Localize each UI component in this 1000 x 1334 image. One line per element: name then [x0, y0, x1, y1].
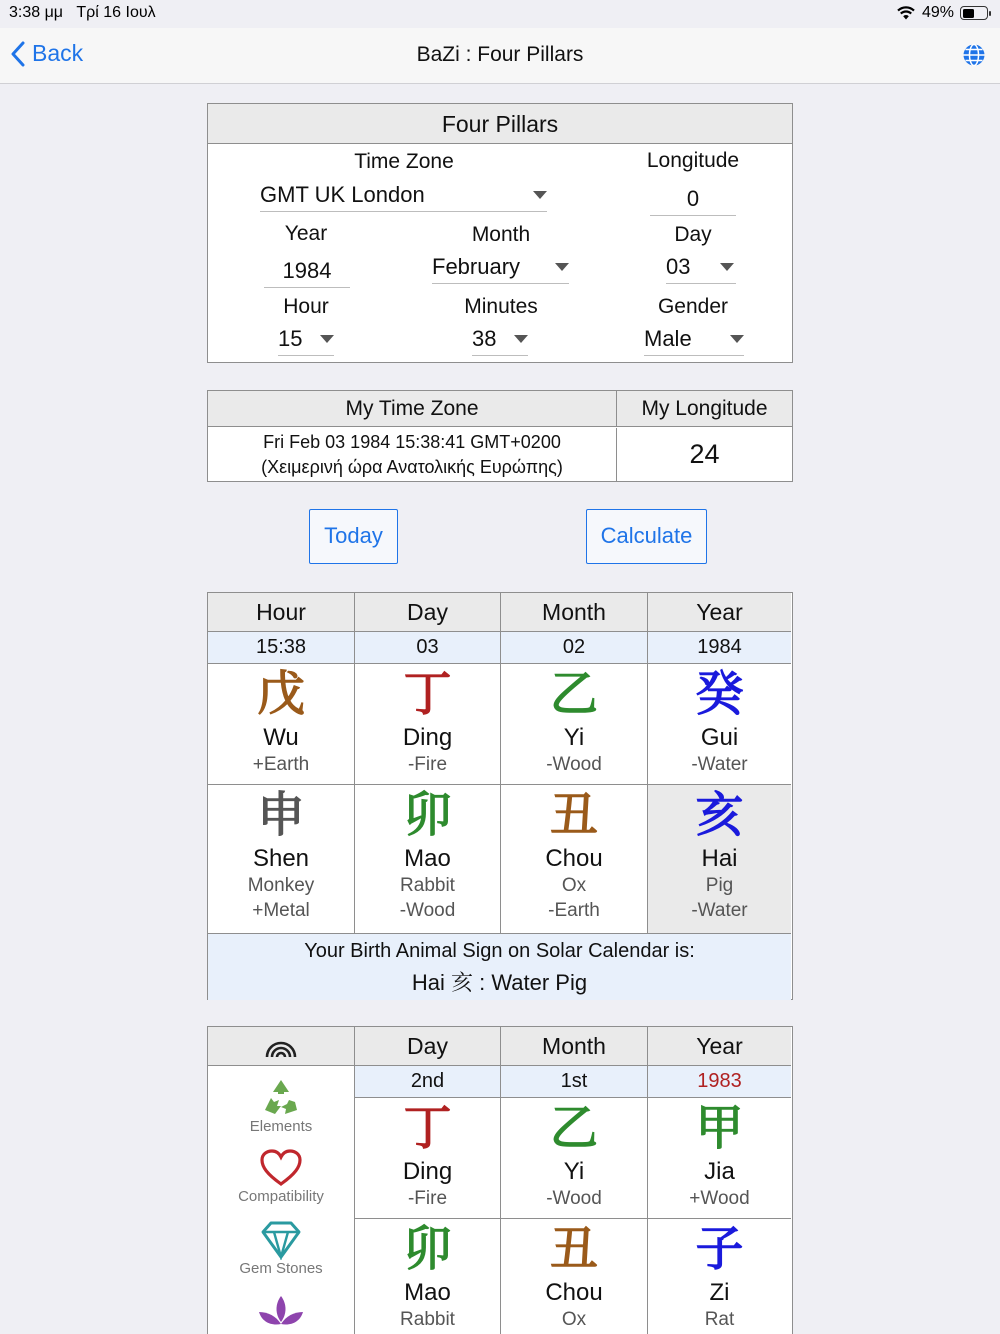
stem-name: Gui — [700, 724, 739, 751]
battery-icon — [960, 6, 988, 20]
stem-cell-1[interactable] — [355, 664, 501, 785]
recycle-icon — [259, 1076, 303, 1118]
lunar-stem-cell-0[interactable] — [355, 1098, 501, 1219]
pillar-header-0: Hour — [208, 593, 355, 632]
lunar-stem-char: 丁 — [403, 1100, 452, 1156]
day-label: Day — [674, 223, 712, 246]
elements-menu-item[interactable]: Elements — [208, 1076, 354, 1135]
branch-name: Shen — [252, 845, 310, 872]
pillar-value-0: 15:38 — [208, 632, 355, 664]
timezone-label: Time Zone — [354, 150, 454, 173]
globe-button[interactable] — [962, 43, 986, 72]
branch-animal: Ox — [561, 875, 587, 896]
longitude-input[interactable]: 0 — [650, 184, 736, 216]
pillar-header-2: Month — [501, 593, 648, 632]
my-longitude-value: 24 — [689, 439, 720, 469]
branch-name: Hai — [701, 845, 738, 872]
pillar-header-3: Year — [648, 593, 791, 632]
stem-name: Ding — [402, 724, 453, 751]
form-title: Four Pillars — [208, 104, 792, 144]
pillar-value-3: 1984 — [648, 632, 791, 664]
lunar-header-2: Year — [648, 1027, 791, 1066]
my-longitude-header: My Longitude — [617, 391, 792, 427]
gender-select[interactable]: Male — [644, 324, 744, 356]
dropdown-caret-icon — [730, 335, 744, 343]
branch-cell-2[interactable] — [501, 785, 648, 934]
four-pillars-form — [207, 103, 793, 363]
my-timezone-table — [207, 390, 793, 482]
branch-cell-1[interactable] — [355, 785, 501, 934]
hour-label: Hour — [283, 295, 329, 318]
stem-cell-2[interactable] — [501, 664, 648, 785]
lunar-branch-name: Zi — [709, 1279, 730, 1306]
dropdown-caret-icon — [533, 191, 547, 199]
lunar-pillars-table — [207, 1026, 793, 1334]
heart-icon — [259, 1148, 303, 1188]
calculate-button[interactable]: Calculate — [586, 509, 707, 564]
stem-name: Wu — [263, 724, 299, 751]
hour-select[interactable]: 15 — [278, 324, 334, 356]
year-input[interactable]: 1984 — [264, 256, 350, 288]
branch-element: +Metal — [252, 900, 310, 921]
stem-element: -Water — [691, 754, 748, 775]
branch-name: Chou — [545, 845, 603, 872]
lunar-branch-char: 子 — [695, 1221, 744, 1277]
lotus-menu-item[interactable] — [208, 1292, 354, 1332]
birth-sign-line1: Your Birth Animal Sign on Solar Calendar is: — [304, 940, 695, 962]
lunar-stem-cell-1[interactable] — [501, 1098, 648, 1219]
stem-char: 乙 — [549, 666, 598, 722]
branch-char: 申 — [256, 787, 305, 843]
branch-element: -Wood — [399, 900, 456, 921]
lunar-branch-animal: Rat — [704, 1309, 735, 1330]
lunar-branch-cell-0[interactable] — [355, 1219, 501, 1334]
lunar-value-2: 1983 — [648, 1066, 791, 1098]
compatibility-menu-item[interactable]: Compatibility — [208, 1148, 354, 1205]
longitude-label: Longitude — [646, 149, 740, 172]
dropdown-caret-icon — [720, 263, 734, 271]
status-bar — [0, 0, 1000, 28]
lunar-branch-cell-1[interactable] — [501, 1219, 648, 1334]
gem-stones-menu-item[interactable]: Gem Stones — [208, 1220, 354, 1277]
stem-name: Yi — [563, 724, 585, 751]
branch-cell-0[interactable] — [208, 785, 355, 934]
status-time: 3:38 μμ Τρί 16 Ιουλ — [9, 4, 156, 21]
branch-element: -Earth — [548, 900, 600, 921]
lunar-header-1: Month — [501, 1027, 648, 1066]
branch-animal: Rabbit — [400, 875, 455, 896]
birth-animal-sign — [208, 934, 791, 1000]
lunar-branch-name: Mao — [404, 1279, 451, 1306]
day-select[interactable]: 03 — [666, 252, 736, 284]
minutes-select[interactable]: 38 — [472, 324, 528, 356]
lunar-branch-char: 卯 — [403, 1221, 452, 1277]
dropdown-caret-icon — [555, 263, 569, 271]
today-button[interactable]: Today — [309, 509, 398, 564]
pillars-table — [207, 592, 793, 1000]
wifi-icon — [896, 5, 916, 21]
lunar-header-0: Day — [355, 1027, 501, 1066]
branch-element: -Water — [691, 900, 748, 921]
my-timezone-value: Fri Feb 03 1984 15:38:41 GMT+0200 (Χειμερινή ώρα Ανατολικής Ευρώπης) — [208, 428, 617, 481]
lunar-branch-animal: Rabbit — [400, 1309, 455, 1330]
stem-cell-3[interactable] — [648, 664, 791, 785]
gem-icon — [259, 1220, 303, 1260]
rainbow-icon — [264, 1035, 298, 1059]
status-right — [896, 4, 988, 22]
lunar-stem-name: Yi — [563, 1158, 585, 1185]
side-menu — [208, 1066, 355, 1334]
gender-label: Gender — [657, 295, 729, 318]
page-title: BaZi : Four Pillars — [416, 43, 584, 66]
birth-sign-line2: Hai 亥 : Water Pig — [411, 970, 588, 995]
stem-char: 丁 — [403, 666, 452, 722]
lunar-stem-char: 乙 — [549, 1100, 598, 1156]
stem-char: 戊 — [256, 666, 305, 722]
lunar-stem-name: Ding — [402, 1158, 453, 1185]
branch-animal: Monkey — [247, 875, 315, 896]
branch-char: 亥 — [695, 787, 744, 843]
lunar-stem-element: +Wood — [689, 1188, 750, 1209]
stem-cell-0[interactable] — [208, 664, 355, 785]
lunar-branch-char: 丑 — [549, 1221, 598, 1277]
battery-percent: 49% — [921, 4, 954, 21]
my-timezone-header: My Time Zone — [208, 391, 617, 427]
month-select[interactable]: February — [432, 252, 569, 284]
lunar-stem-char: 甲 — [695, 1100, 744, 1156]
branch-cell-3[interactable] — [648, 785, 791, 934]
dropdown-caret-icon — [514, 335, 528, 343]
lunar-stem-name: Jia — [704, 1158, 735, 1185]
globe-icon — [962, 43, 986, 67]
pillar-value-1: 03 — [355, 632, 501, 664]
lotus-icon — [256, 1292, 306, 1332]
branch-char: 卯 — [403, 787, 452, 843]
lunar-branch-animal: Ox — [561, 1309, 587, 1330]
branch-name: Mao — [404, 845, 451, 872]
navigation-bar — [0, 28, 1000, 84]
lunar-stem-cell-2[interactable] — [648, 1098, 791, 1219]
pillar-value-2: 02 — [501, 632, 648, 664]
stem-element: +Earth — [252, 754, 310, 775]
branch-char: 丑 — [549, 787, 598, 843]
lunar-value-0: 2nd — [355, 1066, 501, 1098]
dropdown-caret-icon — [320, 335, 334, 343]
lunar-stem-element: -Fire — [407, 1188, 448, 1209]
timezone-select[interactable]: GMT UK London — [260, 180, 547, 212]
branch-animal: Pig — [705, 875, 734, 896]
month-label: Month — [471, 223, 531, 246]
rainbow-header-cell[interactable] — [208, 1027, 355, 1066]
back-label: Back — [32, 40, 84, 66]
lunar-stem-element: -Wood — [546, 1188, 602, 1209]
lunar-branch-name: Chou — [545, 1279, 603, 1306]
pillar-header-1: Day — [355, 593, 501, 632]
minutes-label: Minutes — [464, 295, 538, 318]
lunar-value-1: 1st — [501, 1066, 648, 1098]
lunar-branch-cell-2[interactable] — [648, 1219, 791, 1334]
stem-element: -Wood — [546, 754, 602, 775]
stem-char: 癸 — [695, 666, 744, 722]
stem-element: -Fire — [407, 754, 448, 775]
year-label: Year — [284, 222, 328, 245]
